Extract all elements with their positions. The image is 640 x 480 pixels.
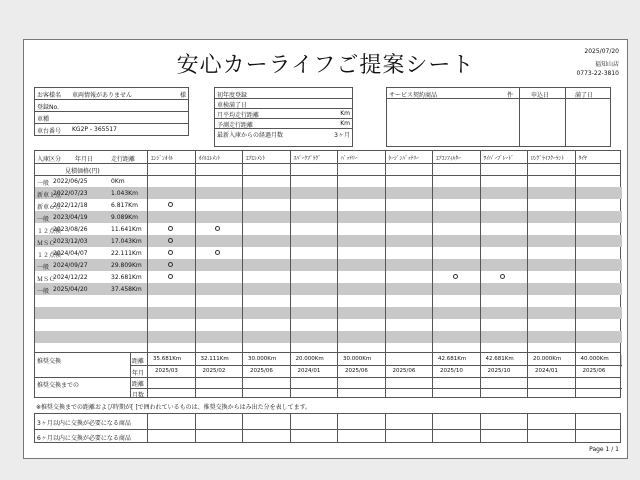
history-km: 37.458Km — [111, 286, 142, 293]
shop-name: 福知山店 — [594, 61, 619, 68]
column-divider — [290, 414, 291, 442]
estimate-header: 見積価格(円) — [65, 168, 100, 175]
service-mark — [168, 226, 173, 231]
service-mark — [168, 262, 173, 267]
replace-month: 2025/06 — [345, 368, 368, 374]
replace-dist: 40.000Km — [580, 356, 609, 362]
note: ※推奨交換までの距離および時期が[ ]で囲われているものは、推奨交換からはみ出た分を表してます。 — [36, 404, 312, 411]
replace-dist: 20.000Km — [533, 356, 562, 362]
history-km: 0Km — [111, 178, 125, 185]
apply-date-label: 申込日 — [531, 92, 550, 99]
history-type: １２点検 — [37, 252, 62, 259]
column-divider — [195, 353, 196, 397]
first-reg-label: 初年度登録 — [217, 92, 248, 99]
elapsed-value: 3ヶ月 — [334, 132, 350, 139]
column-divider — [527, 353, 528, 397]
replace-dist-label: 距離 — [132, 358, 145, 365]
replace-dist: 20.000Km — [295, 356, 324, 362]
elapsed-label: 最新入庫からの経過月数 — [217, 132, 284, 139]
history-type: ＭＳＣ — [37, 240, 56, 247]
replace-dist: 35.681Km — [153, 356, 182, 362]
history-km: 17.043Km — [111, 238, 142, 245]
history-date: 2024/04/07 — [53, 250, 88, 257]
column-divider — [385, 414, 386, 442]
model-label: 車種 — [37, 116, 50, 123]
soon-3m-label: 3ヶ月以内に交換が必要になる商品 — [37, 420, 131, 427]
history-date: 2023/12/03 — [53, 238, 88, 245]
service-mark — [215, 226, 220, 231]
column-divider — [195, 414, 196, 442]
replace-dist: 30.000Km — [343, 356, 372, 362]
history-date: 2025/04/20 — [53, 286, 88, 293]
row-band — [35, 307, 622, 319]
item-header: ﾊﾞｯﾃﾘｰ — [341, 156, 358, 162]
history-km: 9.089Km — [111, 214, 138, 221]
monthly-km-unit: Km — [340, 110, 350, 117]
soon-box — [34, 413, 621, 443]
chassis-value: KG2P - 365517 — [72, 126, 117, 133]
column-divider — [575, 353, 576, 397]
date: 2025/07/20 — [584, 48, 619, 55]
until-label: 推奨交換までの — [37, 382, 80, 389]
customer-name-label: お客様名 — [37, 92, 62, 99]
history-type: 一般 — [37, 216, 50, 223]
page-title: 安心カーライフご提案シート — [176, 53, 475, 78]
history-date: 2022/12/18 — [53, 202, 88, 209]
service-mark — [453, 274, 458, 279]
replace-month-label: 年月 — [132, 370, 145, 377]
column-divider — [337, 353, 338, 397]
replace-dist: 32.111Km — [200, 356, 229, 362]
item-header: ﾀｲﾔ — [578, 156, 587, 162]
customer-name-value: 車両情報がありません — [72, 92, 133, 99]
replace-month: 2025/06 — [392, 368, 416, 374]
soon-6m-label: 6ヶ月以内に交換が必要になる商品 — [37, 435, 131, 442]
service-mark — [168, 274, 173, 279]
phone: 0773-22-3810 — [576, 70, 619, 77]
honorific: 様 — [180, 92, 187, 99]
expire-date-label: 満了日 — [575, 92, 594, 99]
item-header: ｵｲﾙｴﾚﾒﾝﾄ — [198, 156, 221, 162]
reg-no-label: 登録No. — [37, 104, 59, 111]
service-count-label: 件 — [507, 92, 514, 99]
history-type: ＭＳＣ — [37, 276, 56, 283]
history-type: １２点検 — [37, 228, 62, 235]
history-km: 32.681Km — [111, 274, 142, 281]
col-type: 入庫区分 — [37, 156, 62, 163]
until-month-label: 月数 — [132, 392, 145, 399]
replace-month: 2025/02 — [202, 368, 226, 374]
history-date: 2022/06/25 — [53, 178, 88, 185]
column-divider — [242, 353, 243, 397]
replace-month: 2025/10 — [487, 368, 511, 374]
item-header: ｴｱｺﾝﾌｨﾙﾀｰ — [436, 156, 461, 162]
history-type: 一般 — [37, 288, 50, 295]
history-km: 11.641Km — [111, 226, 142, 233]
service-mark — [215, 250, 220, 255]
history-km: 22.111Km — [111, 250, 142, 257]
history-type: 新車１点 — [37, 192, 62, 199]
chassis-label: 車台番号 — [37, 128, 62, 135]
item-header: ｽﾊﾟｰｸﾌﾟﾗｸﾞ — [293, 156, 322, 162]
service-mark — [500, 274, 505, 279]
monthly-km-label: 月平均走行距離 — [217, 112, 260, 119]
service-mark — [168, 250, 173, 255]
replace-month: 2025/06 — [250, 368, 273, 374]
column-divider — [480, 353, 481, 397]
replace-table — [34, 352, 621, 398]
replace-dist: 30.000Km — [248, 356, 277, 362]
proposal-sheet — [23, 39, 628, 459]
history-type: 一般 — [37, 264, 50, 271]
item-header: ﾛﾝｸﾞﾗｲﾌｸｰﾗﾝﾄ — [531, 156, 565, 162]
item-header: ｹｰｼﾞﾝﾊﾞｯﾃﾘｰ — [388, 156, 419, 162]
col-date: 年月日 — [75, 156, 94, 163]
replace-month: 2024/01 — [297, 368, 321, 374]
history-date: 2022/07/23 — [53, 190, 88, 197]
column-divider — [527, 414, 528, 442]
history-km: 1.043Km — [111, 190, 138, 197]
history-date: 2024/12/22 — [53, 274, 88, 281]
history-type: 一般 — [37, 180, 50, 187]
column-divider — [432, 414, 433, 442]
inspection-label: 車検満了日 — [217, 102, 248, 109]
item-header: ﾜｲﾊﾟｰﾌﾞﾚｰﾄﾞ — [483, 156, 514, 162]
until-dist-label: 距離 — [132, 381, 145, 388]
col-km: 走行距離 — [111, 156, 136, 163]
service-box — [386, 87, 611, 147]
replace-dist: 42.681Km — [438, 356, 467, 362]
column-divider — [385, 353, 386, 397]
replace-month: 2025/06 — [582, 368, 606, 374]
column-divider — [242, 414, 243, 442]
column-divider — [480, 414, 481, 442]
replace-label: 推奨交換 — [37, 358, 62, 365]
history-date: 2023/08/26 — [53, 226, 88, 233]
column-divider — [290, 353, 291, 397]
replace-month: 2025/10 — [440, 368, 463, 374]
predicted-km-label: 予測走行距離 — [217, 122, 254, 129]
item-header: ｴﾝｼﾞﾝｵｲﾙ — [151, 156, 174, 162]
replace-dist: 42.681Km — [485, 356, 514, 362]
row-band — [35, 331, 622, 343]
replace-month: 2025/03 — [155, 368, 178, 374]
column-divider — [432, 353, 433, 397]
history-km: 6.817Km — [111, 202, 138, 209]
replace-month: 2024/01 — [535, 368, 558, 374]
page-number: Page 1 / 1 — [589, 446, 619, 453]
column-divider — [575, 414, 576, 442]
customer-box — [34, 87, 189, 136]
service-item-label: サービス契約商品 — [389, 92, 438, 99]
service-mark — [168, 202, 173, 207]
history-date: 2024/09/27 — [53, 262, 88, 269]
item-header: ｴｱｴﾚﾒﾝﾄ — [246, 156, 266, 162]
history-date: 2023/04/19 — [53, 214, 88, 221]
service-mark — [168, 238, 173, 243]
history-km: 29.809Km — [111, 262, 142, 269]
vehicle-box — [214, 87, 353, 147]
predicted-km-unit: Km — [340, 120, 350, 127]
column-divider — [337, 414, 338, 442]
history-type: 新車６点 — [37, 204, 62, 211]
